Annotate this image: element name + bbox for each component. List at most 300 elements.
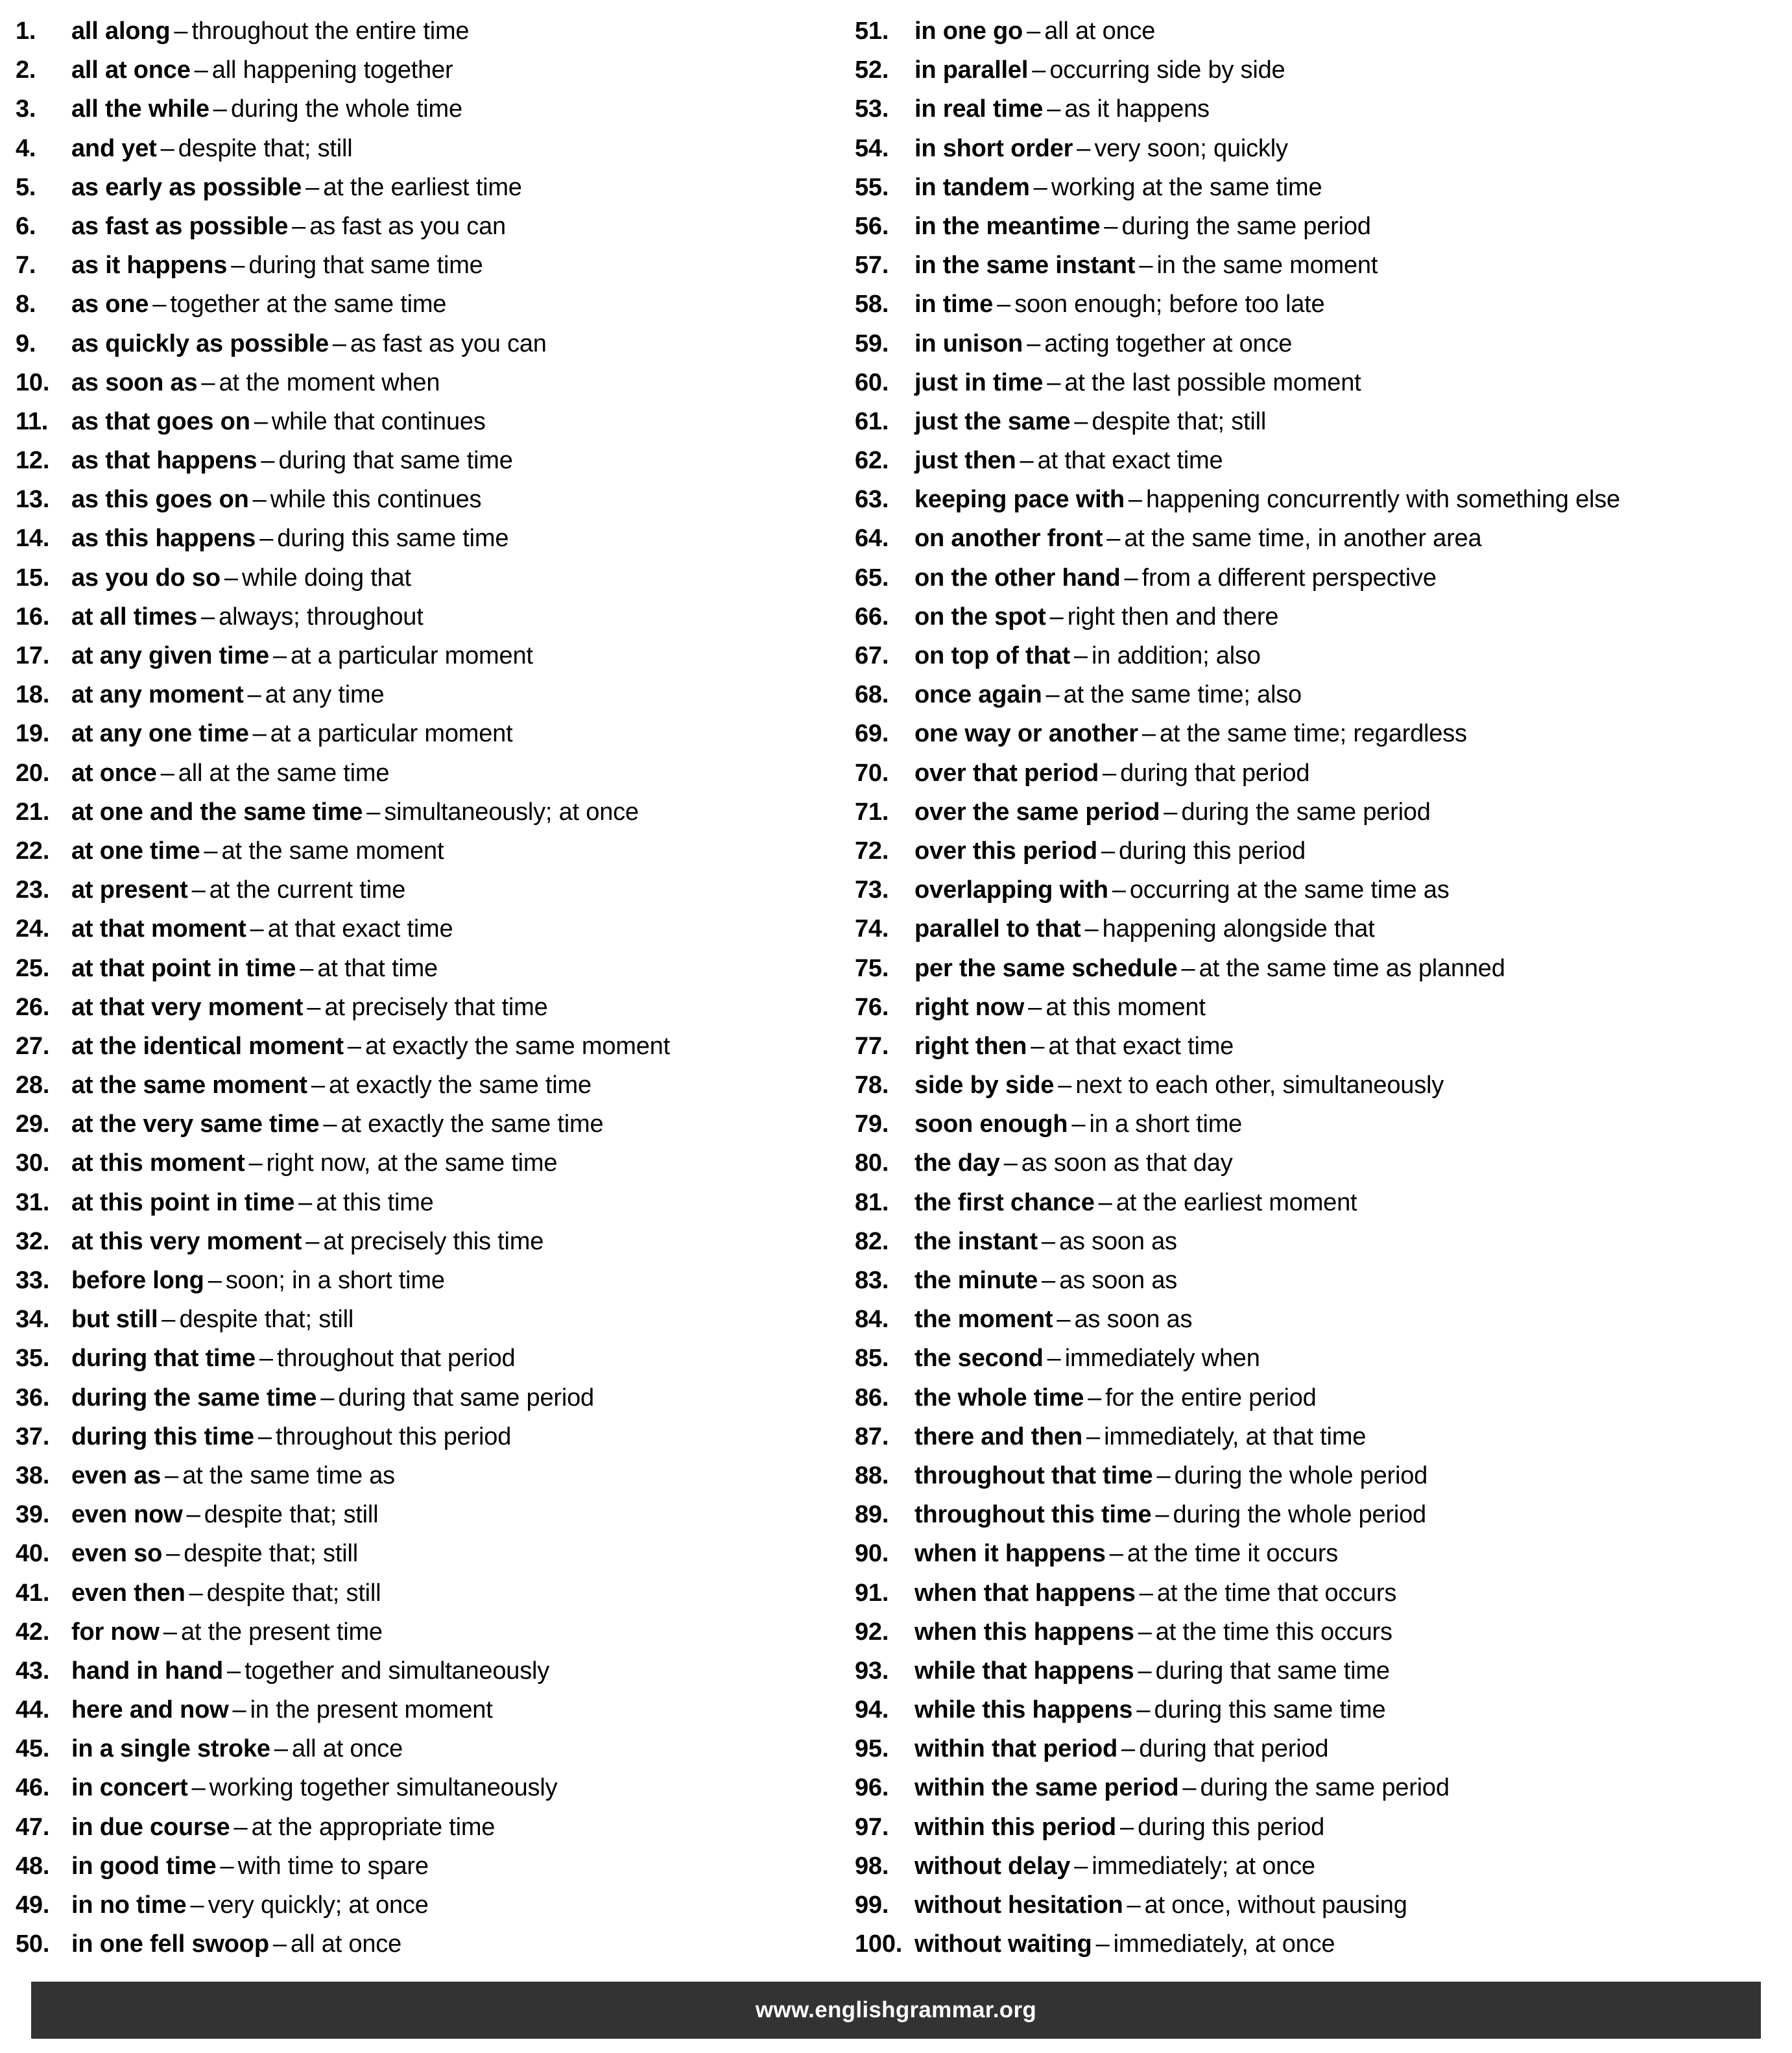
list-item — [855, 597, 1792, 636]
list-item-phrase: per the same schedule — [914, 954, 1178, 982]
list-item-definition: in the same moment — [1156, 252, 1378, 280]
list-item-number: 20. — [16, 759, 50, 787]
list-item-number: 15. — [16, 564, 50, 592]
list-item-number: 99. — [855, 1891, 889, 1919]
list-item-definition: as soon as — [1074, 1306, 1193, 1334]
list-item-separator: – — [165, 1461, 179, 1489]
list-item-phrase: while that happens — [914, 1657, 1134, 1685]
list-item — [855, 1261, 1792, 1300]
list-item-separator: – — [1020, 447, 1034, 475]
list-item — [855, 129, 1792, 168]
list-item-phrase: while this happens — [914, 1696, 1133, 1724]
list-item — [855, 285, 1792, 324]
list-item-number: 93. — [855, 1657, 889, 1685]
list-item-separator: – — [213, 95, 227, 123]
list-item-definition: during that period — [1120, 759, 1310, 787]
list-item-number: 87. — [855, 1423, 889, 1450]
list-item-number: 26. — [16, 993, 50, 1021]
list-item-number: 68. — [855, 681, 889, 709]
list-item-phrase: even as — [71, 1461, 161, 1489]
list-item — [16, 1847, 837, 1886]
list-item — [16, 1378, 837, 1417]
list-item-phrase: in no time — [71, 1891, 187, 1919]
list-item — [16, 207, 837, 246]
list-item-number: 43. — [16, 1657, 50, 1685]
list-item-separator: – — [1155, 1501, 1169, 1529]
list-item-definition: at the present time — [180, 1618, 383, 1646]
list-item-separator: – — [1073, 642, 1088, 669]
list-item-phrase: on another front — [914, 525, 1103, 553]
list-item-definition: right then and there — [1067, 603, 1279, 630]
list-item-number: 34. — [16, 1306, 50, 1334]
list-item-phrase: just the same — [914, 407, 1071, 435]
list-item-phrase: when it happens — [914, 1540, 1106, 1568]
list-item-definition: during the whole time — [230, 95, 462, 123]
list-item-separator: – — [189, 1579, 203, 1607]
list-item-definition: during the whole period — [1174, 1461, 1428, 1489]
list-item-phrase: during the same time — [71, 1384, 317, 1411]
list-item-separator: – — [261, 447, 275, 475]
list-item-number: 94. — [855, 1696, 889, 1724]
list-item-definition: despite that; still — [184, 1540, 358, 1568]
list-item-separator: – — [201, 368, 215, 396]
list-item-number: 54. — [855, 134, 889, 162]
list-item-definition: soon enough; before too late — [1014, 291, 1325, 318]
list-item-separator: – — [252, 720, 267, 748]
list-item-phrase: at the same moment — [71, 1072, 307, 1099]
list-item-phrase: at any given time — [71, 642, 269, 669]
list-item — [855, 363, 1792, 402]
list-item-phrase: all at once — [71, 56, 191, 84]
list-item-phrase: in the meantime — [914, 212, 1101, 240]
list-item-separator: – — [1138, 1657, 1152, 1685]
list-item-definition: throughout this period — [275, 1423, 512, 1450]
list-item-number: 55. — [855, 173, 889, 201]
list-item-phrase: at one and the same time — [71, 798, 363, 826]
list-item-phrase: without hesitation — [914, 1891, 1123, 1919]
list-item-phrase: without waiting — [914, 1930, 1092, 1958]
list-item-phrase: the day — [914, 1149, 1000, 1177]
list-item — [855, 1183, 1792, 1222]
list-item-definition: at once, without pausing — [1144, 1891, 1407, 1919]
list-item-definition: right now, at the same time — [266, 1149, 558, 1177]
list-item-phrase: in parallel — [914, 56, 1029, 84]
list-item — [16, 1613, 837, 1651]
list-item-phrase: parallel to that — [914, 915, 1081, 943]
list-item — [855, 909, 1792, 948]
list-item-number: 86. — [855, 1384, 889, 1411]
list-item — [855, 1456, 1792, 1495]
list-item — [855, 480, 1792, 519]
list-item — [855, 1729, 1792, 1768]
list-item-separator: – — [1139, 252, 1153, 280]
list-item-separator: – — [1181, 954, 1195, 982]
list-item-phrase: in time — [914, 291, 994, 318]
list-item-phrase: even so — [71, 1540, 163, 1568]
list-item-number: 41. — [16, 1579, 50, 1607]
list-item-separator: – — [1033, 173, 1047, 201]
list-item-number: 31. — [16, 1188, 50, 1216]
list-item-number: 71. — [855, 798, 889, 826]
list-item — [16, 1886, 837, 1925]
list-item-definition: all at once — [290, 1930, 402, 1958]
list-item-separator: – — [1136, 1696, 1151, 1724]
list-item-separator: – — [1084, 915, 1099, 943]
list-item — [16, 1144, 837, 1183]
list-item-definition: working at the same time — [1051, 173, 1322, 201]
list-item — [855, 1651, 1792, 1690]
list-item-definition: at that exact time — [267, 915, 453, 943]
list-item-definition: despite that; still — [206, 1579, 381, 1607]
list-item — [855, 1808, 1792, 1847]
list-item-separator: – — [1088, 1384, 1102, 1411]
list-item-separator: – — [1003, 1149, 1018, 1177]
list-item-phrase: within this period — [914, 1813, 1116, 1841]
list-item-separator: – — [347, 1032, 361, 1060]
list-item — [855, 1066, 1792, 1105]
list-item-definition: simultaneously; at once — [384, 798, 639, 826]
list-item-number: 78. — [855, 1072, 889, 1099]
list-item — [16, 1027, 837, 1066]
list-column-right — [837, 12, 1792, 1963]
list-item — [855, 988, 1792, 1027]
list-item-number: 75. — [855, 954, 889, 982]
list-item-phrase: over this period — [914, 837, 1097, 865]
list-item-definition: all at the same time — [178, 759, 390, 787]
list-item-separator: – — [1086, 1423, 1101, 1450]
list-item-number: 18. — [16, 681, 50, 709]
list-item-definition: in addition; also — [1092, 642, 1261, 669]
list-item-definition: at the time it occurs — [1127, 1540, 1339, 1568]
list-item — [855, 1144, 1792, 1183]
list-item-definition: as soon as — [1059, 1267, 1178, 1294]
list-item-definition: in a short time — [1089, 1111, 1243, 1138]
list-item-definition: at precisely this time — [323, 1227, 544, 1255]
list-item-separator: – — [1028, 993, 1042, 1021]
list-item-separator: – — [300, 954, 314, 982]
list-item-definition: with time to spare — [237, 1852, 429, 1880]
list-item-separator: – — [191, 1774, 206, 1802]
list-item-separator: – — [332, 330, 347, 357]
list-item-definition: as fast as you can — [309, 212, 506, 240]
list-item-number: 56. — [855, 212, 889, 240]
list-item — [855, 207, 1792, 246]
list-item-phrase: at this very moment — [71, 1227, 302, 1255]
list-item-phrase: for now — [71, 1618, 160, 1646]
list-item-number: 72. — [855, 837, 889, 865]
list-item-number: 82. — [855, 1227, 889, 1255]
list-item-separator: – — [232, 1696, 246, 1724]
list-item — [855, 675, 1792, 714]
list-item-number: 19. — [16, 720, 50, 748]
list-item — [16, 1768, 837, 1807]
list-item-phrase: at once — [71, 759, 157, 787]
list-item-phrase: during this time — [71, 1423, 254, 1450]
list-item-phrase: the whole time — [914, 1384, 1084, 1411]
list-item-number: 73. — [855, 876, 889, 904]
list-item — [16, 363, 837, 402]
list-item-phrase: even now — [71, 1501, 183, 1529]
list-item-phrase: overlapping with — [914, 876, 1108, 904]
list-item-separator: – — [305, 1227, 320, 1255]
list-item — [16, 597, 837, 636]
list-item-definition: together at the same time — [170, 291, 447, 318]
list-item-separator: – — [1098, 1188, 1112, 1216]
list-item-separator: – — [1109, 1540, 1123, 1568]
list-item-separator: – — [247, 681, 261, 709]
list-item — [855, 1613, 1792, 1651]
list-item-phrase: as early as possible — [71, 173, 302, 201]
list-item-definition: at the last possible moment — [1064, 368, 1361, 396]
list-item-separator: – — [272, 642, 287, 669]
list-item-number: 46. — [16, 1774, 50, 1802]
list-item-phrase: hand in hand — [71, 1657, 224, 1685]
site-url[interactable]: www.englishgrammar.org — [755, 1997, 1037, 2023]
list-item-definition: at a particular moment — [291, 642, 533, 669]
list-item-number: 81. — [855, 1188, 889, 1216]
list-item-phrase: at any one time — [71, 720, 249, 748]
list-item-separator: – — [1139, 1579, 1153, 1607]
list-item-phrase: over the same period — [914, 798, 1160, 826]
list-item-separator: – — [1128, 486, 1143, 514]
list-item-phrase: at any moment — [71, 681, 244, 709]
list-item — [16, 675, 837, 714]
list-item-number: 88. — [855, 1461, 889, 1489]
list-item-definition: at exactly the same time — [340, 1111, 604, 1138]
list-item-separator: – — [194, 56, 208, 84]
list-item-definition: while doing that — [242, 564, 411, 592]
list-item — [16, 988, 837, 1027]
list-item — [16, 1300, 837, 1339]
list-item-number: 49. — [16, 1891, 50, 1919]
list-item — [16, 129, 837, 168]
list-item-separator: – — [259, 525, 274, 553]
list-item-number: 95. — [855, 1735, 889, 1763]
list-item-phrase: at this moment — [71, 1149, 245, 1177]
list-item — [16, 480, 837, 519]
list-item-definition: at the same moment — [221, 837, 444, 865]
list-item — [16, 1495, 837, 1534]
list-item-number: 1. — [16, 18, 36, 45]
list-item-separator: – — [250, 915, 264, 943]
list-item-definition: while that continues — [271, 407, 486, 435]
list-item-number: 27. — [16, 1032, 50, 1060]
list-item-separator: – — [163, 1618, 177, 1646]
list-item — [16, 246, 837, 285]
list-item-separator: – — [1074, 1852, 1088, 1880]
list-item-definition: happening alongside that — [1102, 915, 1375, 943]
list-item-definition: despite that; still — [178, 134, 353, 162]
list-item-number: 61. — [855, 407, 889, 435]
list-item-separator: – — [1121, 1735, 1136, 1763]
list-item — [855, 1339, 1792, 1378]
list-item-definition: despite that; still — [204, 1501, 379, 1529]
list-item-separator: – — [233, 1813, 248, 1841]
list-item-separator: – — [248, 1149, 263, 1177]
list-item-separator: – — [190, 1891, 204, 1919]
list-item-definition: as soon as that day — [1021, 1149, 1233, 1177]
list-item-number: 35. — [16, 1345, 50, 1373]
list-item-definition: occurring side by side — [1049, 56, 1285, 84]
list-item-separator: – — [1071, 1111, 1086, 1138]
list-item-phrase: when this happens — [914, 1618, 1134, 1646]
list-item — [855, 1534, 1792, 1573]
list-item-number: 36. — [16, 1384, 50, 1411]
list-item — [16, 1066, 837, 1105]
list-item — [855, 1690, 1792, 1729]
list-item-number: 70. — [855, 759, 889, 787]
list-item-definition: throughout the entire time — [191, 18, 470, 45]
list-item-definition: happening concurrently with something else — [1146, 486, 1620, 514]
list-item-phrase: just in time — [914, 368, 1044, 396]
list-item-phrase: all along — [71, 18, 171, 45]
list-item — [855, 519, 1792, 558]
list-item-phrase: there and then — [914, 1423, 1083, 1450]
list-item — [855, 1105, 1792, 1144]
list-item — [16, 793, 837, 832]
list-item-number: 22. — [16, 837, 50, 865]
list-item-definition: in the present moment — [250, 1696, 493, 1724]
list-item — [16, 1534, 837, 1573]
list-item-number: 7. — [16, 252, 36, 280]
list-item-number: 25. — [16, 954, 50, 982]
list-item-definition: all at once — [1044, 18, 1156, 45]
footer-bar — [31, 1982, 1761, 2039]
list-item-separator: – — [1032, 56, 1046, 84]
list-item-definition: during the same period — [1121, 212, 1371, 240]
list-item-separator: – — [186, 1501, 200, 1529]
list-item-number: 58. — [855, 291, 889, 318]
list-item-phrase: here and now — [71, 1696, 229, 1724]
list-item-number: 74. — [855, 915, 889, 943]
list-item-separator: – — [1077, 134, 1091, 162]
list-item-definition: together and simultaneously — [245, 1657, 550, 1685]
list-item-phrase: in tandem — [914, 173, 1030, 201]
list-item — [855, 1300, 1792, 1339]
list-item-number: 29. — [16, 1111, 50, 1138]
list-item — [16, 1651, 837, 1690]
list-item-phrase: in one fell swoop — [71, 1930, 269, 1958]
list-item-number: 85. — [855, 1345, 889, 1373]
list-item-number: 48. — [16, 1852, 50, 1880]
list-item — [16, 1417, 837, 1456]
list-item — [855, 1495, 1792, 1534]
list-item-phrase: just then — [914, 447, 1016, 475]
list-item-phrase: at present — [71, 876, 188, 904]
list-item-separator: – — [307, 993, 321, 1021]
list-item — [16, 324, 837, 363]
list-item-separator: – — [997, 291, 1011, 318]
list-item-number: 24. — [16, 915, 50, 943]
list-item-definition: at exactly the same moment — [364, 1032, 670, 1060]
list-item-phrase: as this goes on — [71, 486, 249, 514]
list-item — [16, 1105, 837, 1144]
list-item-definition: during that same time — [1155, 1657, 1390, 1685]
list-item — [16, 12, 837, 51]
list-item-phrase: as quickly as possible — [71, 330, 329, 357]
list-item — [855, 870, 1792, 909]
list-item-number: 52. — [855, 56, 889, 84]
list-item-number: 16. — [16, 603, 50, 630]
list-item-phrase: within the same period — [914, 1774, 1179, 1802]
list-item — [16, 285, 837, 324]
list-item-definition: at this time — [316, 1188, 434, 1216]
list-item-number: 79. — [855, 1111, 889, 1138]
list-item-definition: at that exact time — [1048, 1032, 1234, 1060]
list-item-phrase: the minute — [914, 1267, 1038, 1294]
list-item-separator: – — [224, 564, 239, 592]
list-item-phrase: in unison — [914, 330, 1023, 357]
list-item-number: 10. — [16, 368, 50, 396]
list-item-definition: during this same time — [1154, 1696, 1386, 1724]
list-item — [855, 441, 1792, 480]
list-item-separator: – — [1104, 212, 1118, 240]
list-item — [16, 168, 837, 207]
list-item-phrase: as one — [71, 291, 149, 318]
list-item — [855, 1768, 1792, 1807]
list-item-separator: – — [323, 1111, 337, 1138]
list-item-definition: at the same time as — [182, 1461, 395, 1489]
list-item — [16, 714, 837, 753]
list-item-phrase: at the very same time — [71, 1111, 320, 1138]
list-item-separator: – — [1045, 681, 1060, 709]
list-item-phrase: at all times — [71, 603, 198, 630]
list-item-number: 5. — [16, 173, 36, 201]
list-item-separator: – — [1164, 798, 1178, 826]
list-item-definition: at precisely that time — [324, 993, 548, 1021]
list-item — [855, 793, 1792, 832]
list-item-phrase: the second — [914, 1345, 1044, 1373]
list-item-separator: – — [227, 1657, 241, 1685]
list-item-separator: – — [1058, 1072, 1072, 1099]
list-item-phrase: soon enough — [914, 1111, 1068, 1138]
list-item-definition: at the earliest moment — [1116, 1188, 1357, 1216]
list-item-number: 76. — [855, 993, 889, 1021]
list-item-separator: – — [1095, 1930, 1110, 1958]
list-item — [855, 558, 1792, 597]
list-item-separator: – — [1049, 603, 1064, 630]
list-item-separator: – — [1027, 18, 1041, 45]
list-item-separator: – — [1138, 1618, 1152, 1646]
list-item-definition: immediately; at once — [1092, 1852, 1315, 1880]
list-item — [16, 1222, 837, 1261]
list-item-phrase: as soon as — [71, 368, 198, 396]
list-item-separator: – — [161, 1306, 176, 1334]
list-item-definition: during the same period — [1200, 1774, 1450, 1802]
list-item-definition: during this period — [1138, 1813, 1325, 1841]
list-item-separator: – — [1031, 1032, 1045, 1060]
list-item-definition: during that period — [1139, 1735, 1329, 1763]
list-item-definition: as fast as you can — [350, 330, 547, 357]
list-item-number: 53. — [855, 95, 889, 123]
list-item-separator: – — [366, 798, 381, 826]
list-item-definition: immediately, at that time — [1104, 1423, 1367, 1450]
list-item — [16, 558, 837, 597]
list-item-number: 44. — [16, 1696, 50, 1724]
list-item — [855, 1378, 1792, 1417]
list-item — [16, 636, 837, 675]
list-item-number: 11. — [16, 407, 49, 435]
list-item — [16, 754, 837, 793]
list-item — [16, 519, 837, 558]
list-item-separator: – — [1119, 1813, 1134, 1841]
list-item-number: 91. — [855, 1579, 889, 1607]
list-item-separator: – — [1027, 330, 1041, 357]
list-item-separator: – — [311, 1072, 325, 1099]
list-item — [855, 949, 1792, 988]
list-item-phrase: even then — [71, 1579, 185, 1607]
list-item-separator: – — [292, 212, 306, 240]
